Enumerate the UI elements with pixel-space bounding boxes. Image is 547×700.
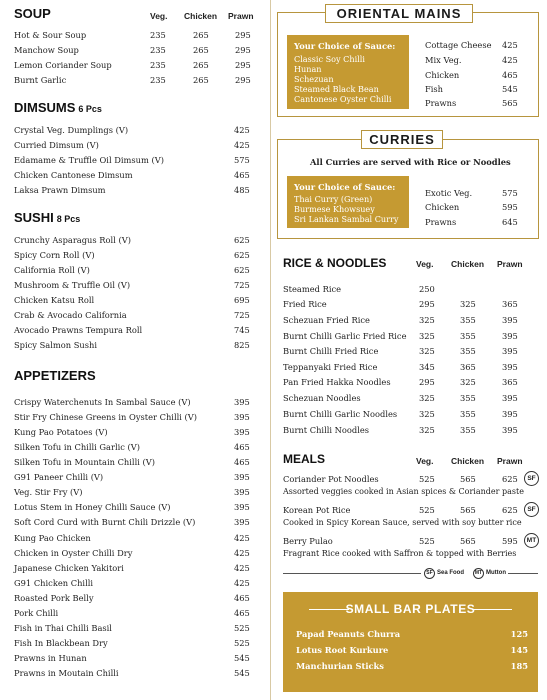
appetizers-heading: APPETIZERS [14,368,96,383]
curries-heading: CURRIES [361,130,443,149]
curries-sauce-box [287,176,409,228]
price: 825 [234,340,250,350]
list-item: Coriander Pot Noodles [283,474,379,484]
sauce-title: Your Choice of Sauce: [294,182,396,192]
price: 395 [234,517,250,527]
price: 625 [234,250,250,260]
price: 325 [419,331,435,341]
price: 325 [460,377,476,387]
list-item: Teppanyaki Fried Rice [283,362,378,372]
oriental-sauce-box [287,35,409,109]
price: 525 [234,623,250,633]
price: 295 [235,75,251,85]
price: 295 [235,45,251,55]
list-item: Japanese Chicken Yakitori [14,563,124,573]
small-bar-plates-panel [283,592,538,692]
price: 425 [234,533,250,543]
price: 645 [502,217,518,227]
list-item: Cottage Cheese [425,40,492,50]
price: 465 [234,608,250,618]
price: 265 [193,60,209,70]
price: 425 [234,563,250,573]
rice-col-prawn: Prawn [497,259,523,269]
list-item: Manchow Soup [14,45,79,55]
price: 395 [234,487,250,497]
list-item: Prawns in Moutain Chilli [14,668,119,678]
list-item: Lotus Stem in Honey Chilli Sauce (V) [14,502,171,512]
meals-heading: MEALS [283,452,325,466]
price: 355 [460,425,476,435]
list-item: Mushroom & Truffle Oil (V) [14,280,131,290]
price: 365 [502,299,518,309]
list-item: Chicken Cantonese Dimsum [14,170,133,180]
price: 295 [419,299,435,309]
list-item: Chicken in Oyster Chilli Dry [14,548,133,558]
soup-heading: SOUP [14,6,51,21]
price: 395 [502,346,518,356]
price: 265 [193,75,209,85]
soup-col-prawn: Prawn [228,11,254,21]
price: 395 [502,409,518,419]
price: 295 [235,60,251,70]
price: 235 [150,30,166,40]
seafood-legend-label: Sea Food [437,570,465,576]
soup-col-chicken: Chicken [184,11,218,21]
sauce-item: Hunan [294,64,322,74]
list-item: Silken Tofu in Chilli Garlic (V) [14,442,141,452]
price: 355 [460,315,476,325]
price: 625 [234,235,250,245]
list-item: Burnt Chilli Garlic Fried Rice [283,331,407,341]
soup-col-veg: Veg. [150,11,168,21]
list-item: Chicken [425,70,460,80]
list-item: Pan Fried Hakka Noodles [283,377,391,387]
price: 355 [460,331,476,341]
price: 425 [502,55,518,65]
price: 465 [502,70,518,80]
list-item: Schezuan Noodles [283,393,361,403]
item-description: Fragrant Rice cooked with Saffron & topped with Berries [283,549,517,558]
list-item: Burnt Garlic [14,75,67,85]
price: 425 [234,578,250,588]
price: 365 [502,377,518,387]
price: 695 [234,295,250,305]
price: 395 [502,393,518,403]
price: 465 [234,170,250,180]
list-item: Laksa Prawn Dimsum [14,185,106,195]
price: 235 [150,60,166,70]
price: 355 [460,393,476,403]
price: 265 [193,45,209,55]
price: 625 [502,505,518,515]
list-item: Chicken [425,202,460,212]
list-item: Mix Veg. [425,55,462,65]
list-item: Kung Pao Potatoes (V) [14,427,108,437]
price: 485 [234,185,250,195]
price: 395 [502,315,518,325]
list-item: California Roll (V) [14,265,90,275]
price: 545 [234,668,250,678]
mutton-badge: MT [524,533,539,548]
price: 395 [234,397,250,407]
price: 325 [419,425,435,435]
list-item: Lemon Coriander Soup [14,60,112,70]
sauce-item: Burmese Khowsuey [294,204,375,214]
sauce-item: Schezuan [294,74,334,84]
price: 395 [502,331,518,341]
legend-rule [508,573,538,574]
legend-rule [283,573,421,574]
price: 745 [234,325,250,335]
price: 325 [419,346,435,356]
list-item: Burnt Chilli Fried Rice [283,346,379,356]
list-item: Fish in Thai Chilli Basil [14,623,112,633]
price: 465 [234,442,250,452]
list-item: Hot & Sour Soup [14,30,87,40]
price: 595 [502,536,518,546]
price: 325 [419,315,435,325]
item-description: Cooked in Spicy Korean Sauce, served with soy butter rice [283,518,522,527]
list-item: Prawns [425,98,457,108]
meals-col-veg: Veg. [416,456,434,466]
list-item: Edamame & Truffle Oil Dimsum (V) [14,155,164,165]
price: 425 [502,40,518,50]
rice-noodles-heading: RICE & NOODLES [283,256,387,270]
price: 395 [502,362,518,372]
list-item: Lotus Root Kurkure [296,645,389,655]
small-bar-plates-heading: SMALL BAR PLATES [345,602,476,616]
list-item: Prawns [425,217,457,227]
list-item: G91 Paneer Chilli (V) [14,472,104,482]
price: 395 [502,425,518,435]
price: 565 [502,98,518,108]
sauce-item: Sri Lankan Sambal Curry [294,214,399,224]
sauce-item: Cantonese Oyster Chilli [294,94,392,104]
sushi-heading: SUSHI 8 Pcs [14,210,81,225]
price: 125 [510,629,528,639]
list-item: Crystal Veg. Dumplings (V) [14,125,129,135]
mutton-legend-label: Mutton [486,570,506,576]
price: 365 [460,362,476,372]
mutton-legend-icon: MT [473,568,484,579]
meals-col-chicken: Chicken [451,456,485,466]
list-item: Exotic Veg. [425,188,473,198]
price: 725 [234,310,250,320]
sauce-item: Steamed Black Bean [294,84,379,94]
seafood-badge: SF [524,502,539,517]
list-item: Roasted Pork Belly [14,593,94,603]
price: 575 [234,155,250,165]
price: 525 [419,505,435,515]
curries-note: All Curries are served with Rice or Noodles [310,157,511,167]
sauce-title: Your Choice of Sauce: [294,41,396,51]
price: 425 [234,140,250,150]
price: 235 [150,75,166,85]
price: 325 [419,393,435,403]
price: 185 [510,661,528,671]
meals-col-prawn: Prawn [497,456,523,466]
list-item: Stir Fry Chinese Greens in Oyster Chilli (V) [14,412,198,422]
list-item: Chicken Katsu Roll [14,295,95,305]
price: 545 [234,653,250,663]
price: 395 [234,412,250,422]
price: 395 [234,502,250,512]
list-item: Pork Chilli [14,608,59,618]
price: 295 [235,30,251,40]
list-item: Fish [425,84,444,94]
sauce-item: Classic Soy Chilli [294,54,365,64]
price: 235 [150,45,166,55]
price: 595 [502,202,518,212]
dimsums-heading: DIMSUMS 6 Pcs [14,100,102,115]
list-item: G91 Chicken Chilli [14,578,94,588]
price: 425 [234,548,250,558]
list-item: Schezuan Fried Rice [283,315,370,325]
price: 625 [502,474,518,484]
price: 565 [460,474,476,484]
list-item: Burnt Chilli Garlic Noodles [283,409,398,419]
list-item: Prawns in Hunan [14,653,87,663]
list-item: Burnt Chilli Noodles [283,425,370,435]
list-item: Crispy Waterchenuts In Sambal Sauce (V) [14,397,191,407]
list-item: Crunchy Asparagus Roll (V) [14,235,131,245]
rice-col-veg: Veg. [416,259,434,269]
price: 545 [502,84,518,94]
list-item: Kung Pao Chicken [14,533,91,543]
list-item: Spicy Salmon Sushi [14,340,98,350]
list-item: Manchurian Sticks [296,661,384,671]
list-item: Veg. Stir Fry (V) [14,487,83,497]
price: 425 [234,125,250,135]
seafood-legend-icon: SF [424,568,435,579]
price: 525 [234,638,250,648]
price: 625 [234,265,250,275]
price: 525 [419,536,435,546]
price: 725 [234,280,250,290]
price: 345 [419,362,435,372]
sauce-item: Thai Curry (Green) [294,194,373,204]
list-item: Avocado Prawns Tempura Roll [14,325,143,335]
price: 295 [419,377,435,387]
price: 355 [460,346,476,356]
price: 355 [460,409,476,419]
rice-col-chicken: Chicken [451,259,485,269]
oriental-mains-heading: ORIENTAL MAINS [325,4,473,23]
list-item: Korean Pot Rice [283,505,351,515]
price: 325 [419,409,435,419]
list-item: Soft Cord Curd with Burnt Chili Drizzle (V) [14,517,196,527]
price: 465 [234,457,250,467]
list-item: Crab & Avocado California [14,310,127,320]
price: 565 [460,505,476,515]
price: 265 [193,30,209,40]
price: 395 [234,427,250,437]
price: 250 [419,284,435,294]
price: 575 [502,188,518,198]
price: 525 [419,474,435,484]
price: 565 [460,536,476,546]
list-item: Berry Pulao [283,536,333,546]
price: 145 [510,645,528,655]
list-item: Papad Peanuts Churra [296,629,401,639]
list-item: Fish In Blackbean Dry [14,638,108,648]
list-item: Spicy Corn Roll (V) [14,250,95,260]
seafood-badge: SF [524,471,539,486]
list-item: Steamed Rice [283,284,342,294]
list-item: Curried Dimsum (V) [14,140,99,150]
price: 465 [234,593,250,603]
price: 325 [460,299,476,309]
item-description: Assorted veggies cooked in Asian spices & Coriander paste [283,487,524,496]
list-item: Fried Rice [283,299,327,309]
column-divider [270,0,271,700]
list-item: Silken Tofu in Mountain Chilli (V) [14,457,155,467]
price: 395 [234,472,250,482]
